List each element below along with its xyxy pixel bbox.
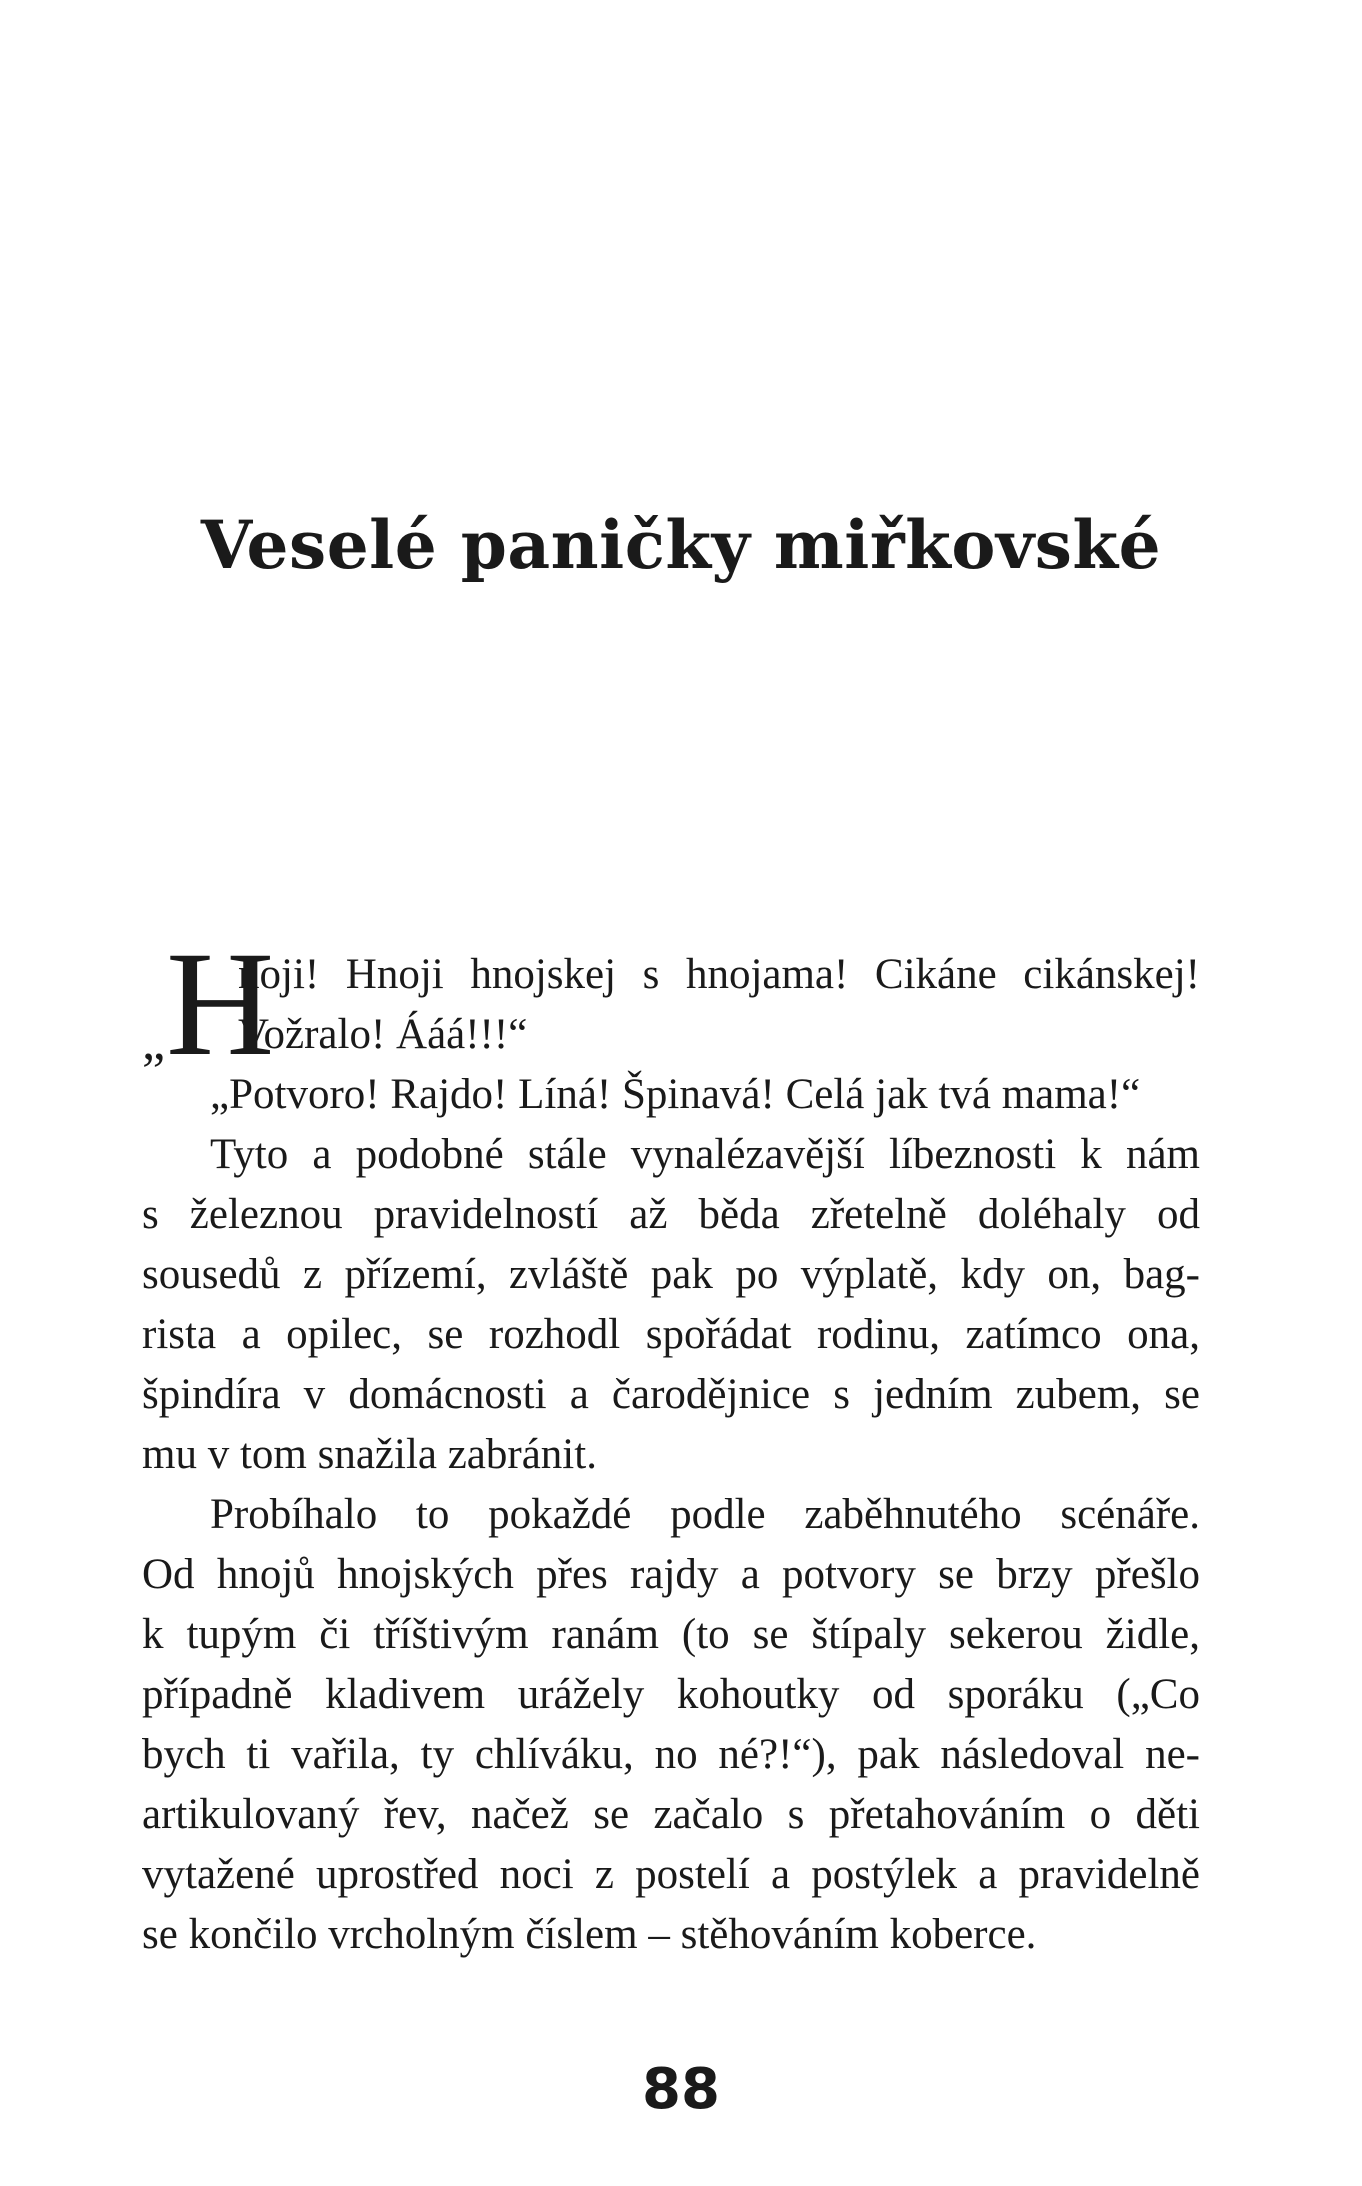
drop-cap (142, 921, 275, 1087)
body-text (142, 921, 1200, 1965)
text-line: sousedů z přízemí, zvláště pak po výplatě, kdy on, bag- (142, 1251, 1200, 1298)
text-line: bych ti vařila, ty chlíváku, no né?!“), pak následoval ne- (142, 1731, 1200, 1778)
text-line: s železnou pravidelností až běda zřetelně doléhaly od (142, 1191, 1200, 1238)
text-line: rista a opilec, se rozhodl spořádat rodinu, zatímco ona, (142, 1311, 1200, 1358)
chapter-title: Veselé paničky miřkovské (200, 506, 1162, 584)
text-line: Od hnojů hnojských přes rajdy a potvory se brzy přešlo (142, 1551, 1200, 1598)
drop-cap-letter: H (166, 921, 275, 1087)
text-line: Probíhalo to pokaždé podle zaběhnutého scénáře. (210, 1491, 1200, 1538)
text-line: k tupým či tříštivým ranám (to se štípaly sekerou židle, (142, 1611, 1200, 1658)
text-line: Tyto a podobné stále vynalézavější líbeznosti k nám (210, 1131, 1200, 1178)
text-line: špindíra v domácnosti a čarodějnice s jedním zubem, se (142, 1371, 1200, 1418)
page-number: 88 (642, 2057, 720, 2122)
text-line: případně kladivem urážely kohoutky od sporáku („Co (142, 1671, 1200, 1718)
text-line: artikulovaný řev, načež se začalo s přetahováním o děti (142, 1791, 1200, 1838)
text-line: Vožralo! Ááá!!!“ (238, 1011, 528, 1058)
text-line: mu v tom snažila zabránit. (142, 1431, 597, 1478)
text-line: „Potvoro! Rajdo! Líná! Špinavá! Celá jak tvá mama!“ (210, 1071, 1141, 1118)
text-line: noji! Hnoji hnojskej s hnojama! Cikáne cikánskej! (238, 951, 1200, 998)
drop-cap-quote: „ (142, 1014, 166, 1071)
text-line: vytažené uprostřed noci z postelí a postýlek a pravidelně (142, 1851, 1200, 1898)
text-line: se končilo vrcholným číslem – stěhováním koberce. (142, 1911, 1037, 1958)
